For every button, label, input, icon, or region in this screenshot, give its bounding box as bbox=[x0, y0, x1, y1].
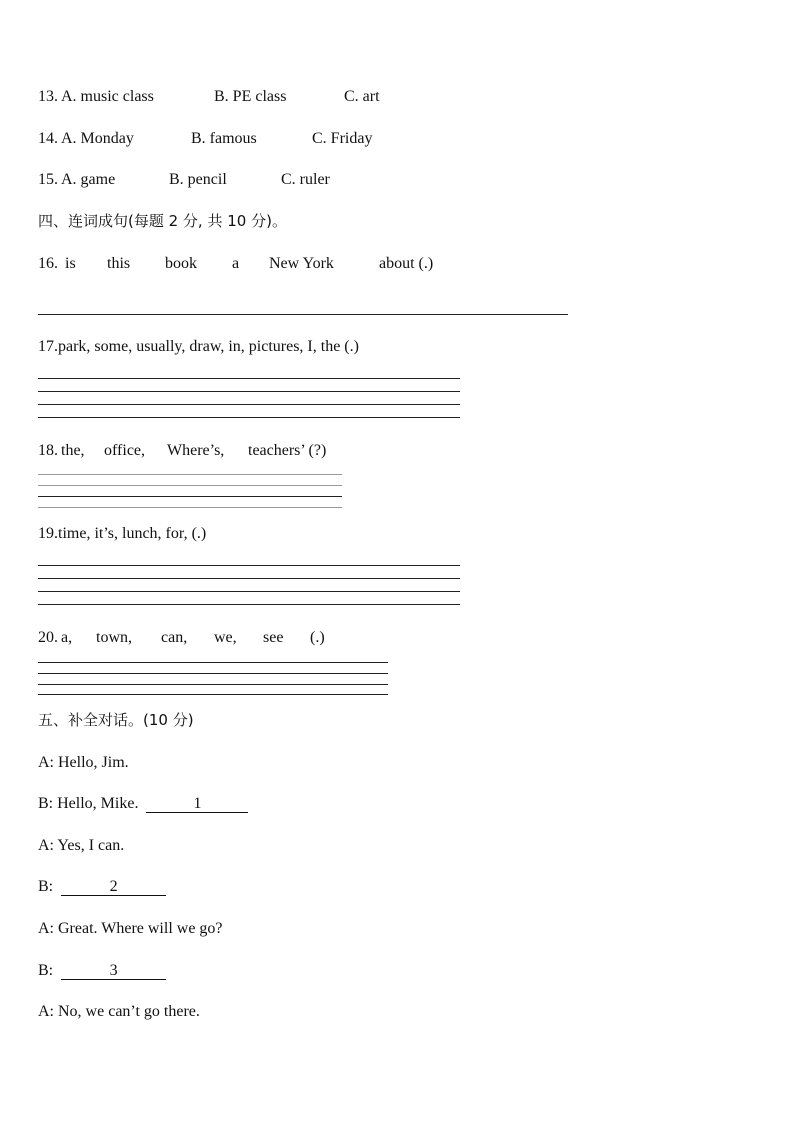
question-number: 16. bbox=[38, 255, 58, 272]
word: book bbox=[165, 255, 197, 272]
dialogue-text: Yes, I can. bbox=[57, 837, 125, 854]
option-a: A. game bbox=[61, 171, 116, 188]
answer-line[interactable] bbox=[38, 314, 568, 315]
option-c: C. ruler bbox=[281, 171, 330, 188]
speaker-label: B: bbox=[38, 795, 54, 812]
answer-line[interactable] bbox=[38, 507, 342, 508]
section-4-heading: 四、连词成句(每题 2 分, 共 10 分)。 bbox=[38, 212, 287, 230]
answer-line[interactable] bbox=[38, 673, 388, 674]
word: a bbox=[232, 255, 240, 272]
dialogue-text: Hello, Jim. bbox=[58, 754, 129, 771]
answer-line[interactable] bbox=[38, 684, 388, 685]
speaker-label: A: bbox=[38, 837, 54, 854]
answer-line[interactable] bbox=[38, 417, 460, 418]
word: New York bbox=[269, 255, 334, 272]
dialogue-line bbox=[38, 919, 223, 939]
option-b: B. pencil bbox=[169, 171, 227, 188]
answer-line[interactable] bbox=[38, 496, 342, 497]
option-c: C. Friday bbox=[312, 130, 373, 147]
dialogue-line bbox=[38, 836, 124, 856]
dialogue-line bbox=[38, 877, 166, 897]
answer-line[interactable] bbox=[38, 485, 342, 486]
answer-blank-3[interactable]: 3 bbox=[61, 962, 166, 980]
answer-line[interactable] bbox=[38, 694, 388, 695]
dialogue-line bbox=[38, 1002, 200, 1022]
speaker-label: A: bbox=[38, 1003, 54, 1020]
speaker-label: A: bbox=[38, 754, 54, 771]
question-number: 18. bbox=[38, 442, 58, 459]
answer-blank-2[interactable]: 2 bbox=[61, 878, 166, 896]
option-b: B. famous bbox=[191, 130, 257, 147]
answer-line[interactable] bbox=[38, 578, 460, 579]
answer-line[interactable] bbox=[38, 604, 460, 605]
question-number: 13. bbox=[38, 88, 58, 105]
dialogue-line bbox=[38, 753, 129, 773]
word: about (.) bbox=[379, 255, 434, 272]
answer-line[interactable] bbox=[38, 391, 460, 392]
answer-line[interactable] bbox=[38, 662, 388, 663]
word: office, bbox=[104, 442, 146, 459]
speaker-label: B: bbox=[38, 878, 54, 895]
dialogue-text: No, we can’t go there. bbox=[58, 1003, 200, 1020]
option-a: A. music class bbox=[61, 88, 154, 105]
word: this bbox=[107, 255, 131, 272]
dialogue-text: Great. Where will we go? bbox=[58, 920, 223, 937]
speaker-label: B: bbox=[38, 962, 54, 979]
word: a, bbox=[61, 629, 73, 646]
word: town, bbox=[96, 629, 132, 646]
option-c: C. art bbox=[344, 88, 380, 105]
speaker-label: A: bbox=[38, 920, 54, 937]
word: Where’s, bbox=[167, 442, 225, 459]
dialogue-line bbox=[38, 961, 166, 981]
answer-line[interactable] bbox=[38, 404, 460, 405]
answer-line[interactable] bbox=[38, 591, 460, 592]
answer-line[interactable] bbox=[38, 474, 342, 475]
option-b: B. PE class bbox=[214, 88, 287, 105]
answer-line[interactable] bbox=[38, 565, 460, 566]
word: teachers’ (?) bbox=[248, 442, 327, 459]
answer-line[interactable] bbox=[38, 378, 460, 379]
word: (.) bbox=[310, 629, 325, 646]
question-number: 20. bbox=[38, 629, 58, 646]
option-a: A. Monday bbox=[61, 130, 134, 147]
word: we, bbox=[214, 629, 237, 646]
answer-blank-1[interactable]: 1 bbox=[146, 795, 248, 813]
dialogue-line bbox=[38, 794, 248, 814]
question-17: 17.park, some, usually, draw, in, pictures, I, the (.) bbox=[38, 338, 359, 355]
word: the, bbox=[61, 442, 85, 459]
word: is bbox=[65, 255, 76, 272]
question-19: 19.time, it’s, lunch, for, (.) bbox=[38, 525, 207, 542]
dialogue-text: Hello, Mike. bbox=[57, 795, 139, 812]
word: see bbox=[263, 629, 284, 646]
question-number: 14. bbox=[38, 130, 58, 147]
word: can, bbox=[161, 629, 188, 646]
question-number: 15. bbox=[38, 171, 58, 188]
section-5-heading: 五、补全对话。(10 分) bbox=[38, 711, 194, 729]
